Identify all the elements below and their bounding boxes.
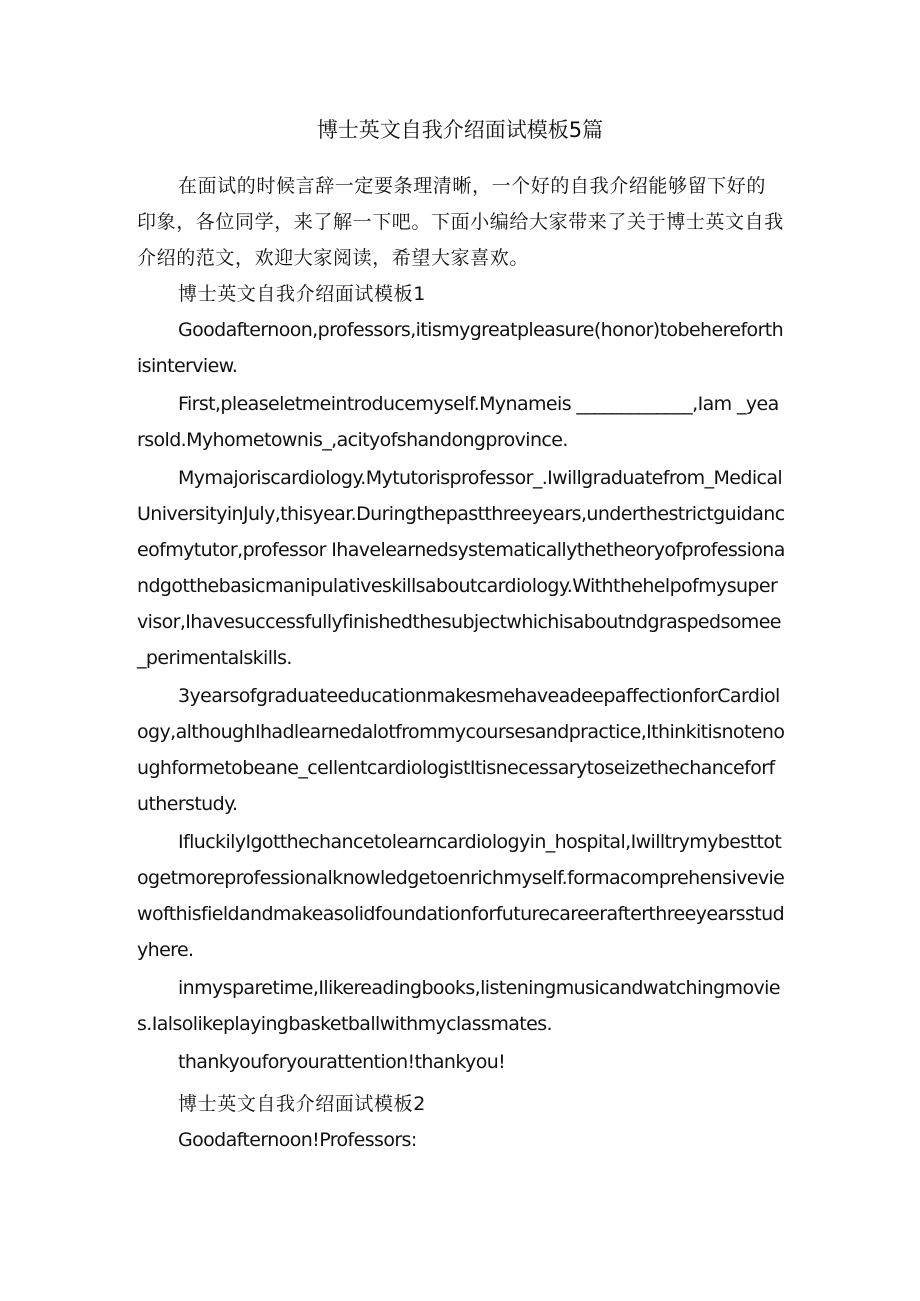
paragraph-graduate-education: 3yearsofgraduateeducationmakesmehaveadeepaffectionforCardiology,althoughIhadlearnedalotfrommycoursesandpractice,Ithinkitisnotenoughformetobeane_cellentcardiologistItisnecessarytoseizethechanceforfutherstudy. bbox=[137, 685, 785, 815]
paragraph-hobbies: inmysparetime,Ilikereadingbooks,listeningmusicandwatchingmovies.Ialsolikeplayingbasketballwithmyclassmates. bbox=[137, 977, 780, 1035]
paragraph-thanks: thankyouforyourattention!thankyou! bbox=[178, 1051, 506, 1073]
paragraph-greeting-2: Goodafternoon!Professors: bbox=[178, 1129, 417, 1151]
paragraph-hospital-plans: IfluckilyIgotthechancetolearncardiologyin_hospital,Iwilltrymybesttotogetmoreprofessionalknowledgetoenrichmyself.formacomprehensiveviewofthisfieldandmakeasolidfoundationforfuturecareerafterthreeyearsstudyhere. bbox=[137, 831, 785, 961]
intro-paragraph: 在面试的时候言辞一定要条理清晰，一个好的自我介绍能够留下好的印象，各位同学，来了解一下吧。下面小编给大家带来了关于博士英文自我介绍的范文，欢迎大家阅读，希望大家喜欢。 bbox=[137, 175, 784, 269]
paragraph-introduction: First,pleaseletmeintroducemyself.Mynameis _____________,Iam _yearsold.Myhometownis_,acityofshandongprovince. bbox=[137, 393, 779, 451]
paragraph-major: Mymajoriscardiology.Mytutorisprofessor_.Iwillgraduatefrom_MedicalUniversityinJuly,thisyear.Duringthepastthreeyears,underthestrictguidanceofmytutor,professor Ihavelearnedsystematicallythetheoryofprofessionandgotthebasicmanipulativeskillsaboutcardiology.Withthehelpofmysupervisor,Ihavesuccessfullyfinishedthesubjectwhichisaboutndgraspedsomee_perimentalskills. bbox=[137, 467, 785, 669]
section-heading-template-2: 博士英文自我介绍面试模板2 bbox=[178, 1093, 426, 1115]
document-title: 博士英文自我介绍面试模板5篇 bbox=[316, 118, 604, 142]
section-heading-template-1: 博士英文自我介绍面试模板1 bbox=[178, 283, 426, 305]
document-body bbox=[137, 168, 785, 1158]
paragraph-greeting: Goodafternoon,professors,itismygreatpleasure(honor)tobehereforthisinterview. bbox=[137, 319, 784, 377]
